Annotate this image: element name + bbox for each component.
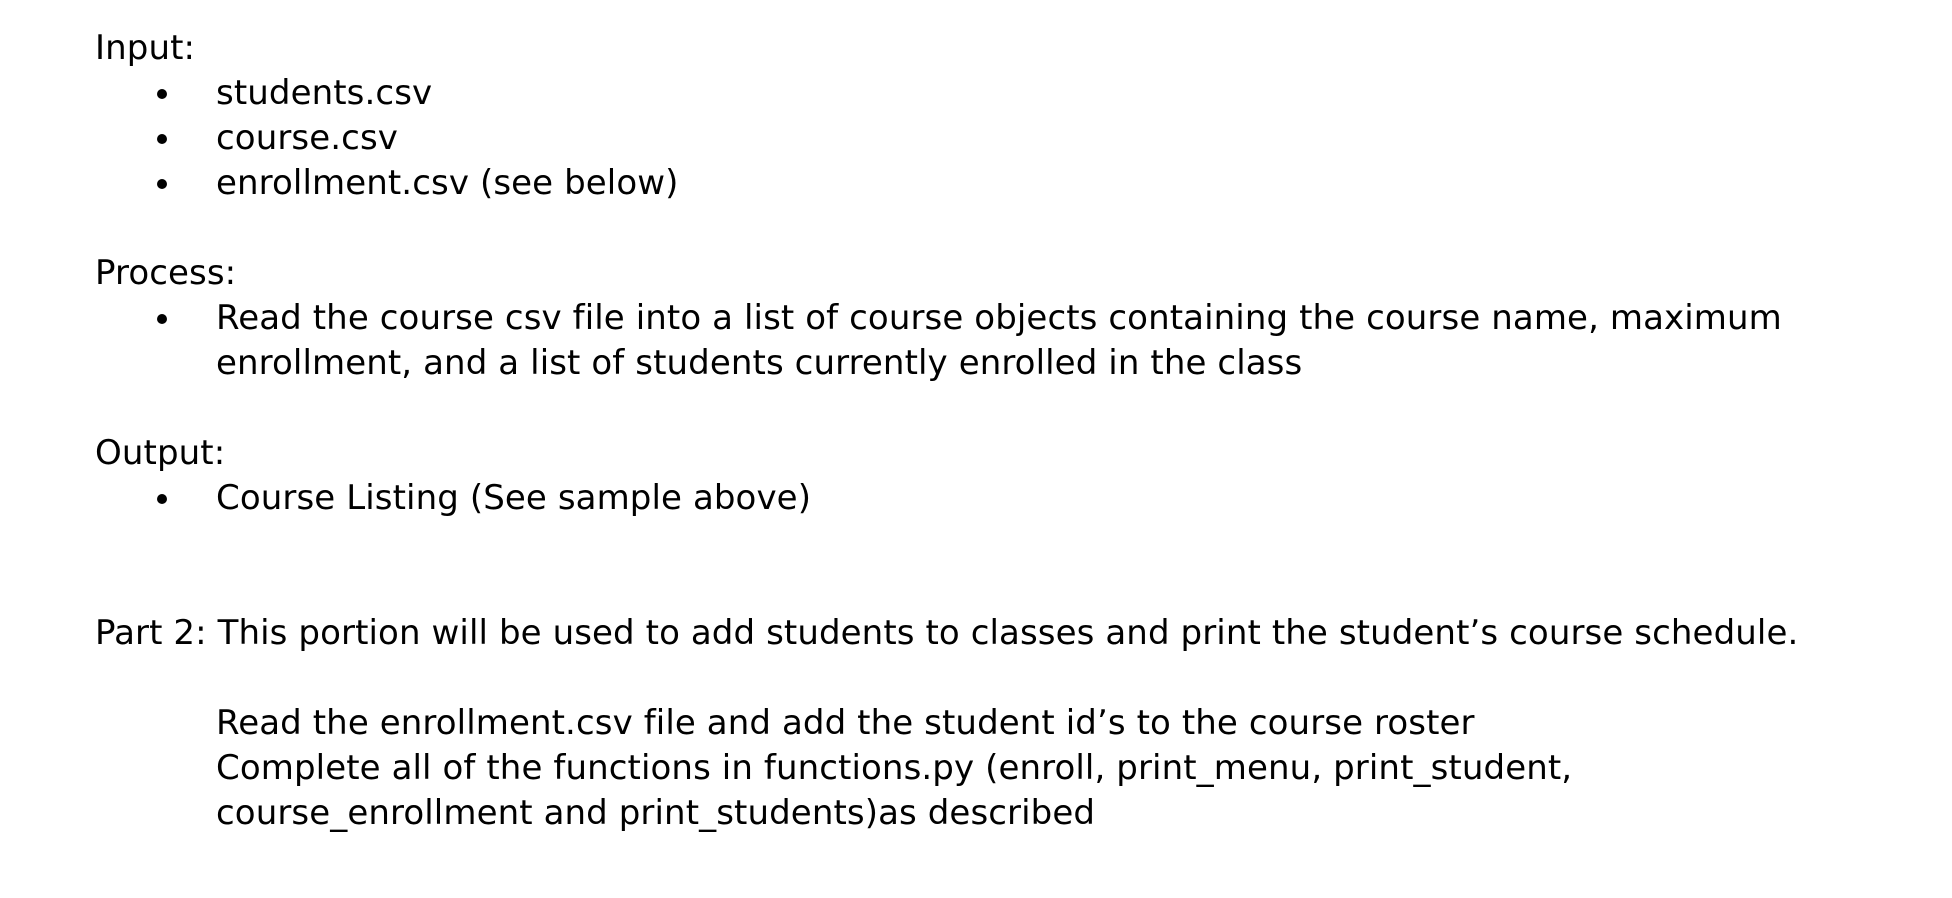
input-item-enrollment: enrollment.csv (see below) [216,163,679,203]
output-heading: Output: [95,433,226,473]
list-item [95,476,1895,521]
list-item [95,116,1895,161]
bullet-icon [157,134,167,144]
process-item-read-course: Read the course csv file into a list of course objects containing the course name, maximum enrollment, and a list of students currently enrolled in the class [216,298,1782,383]
process-heading: Process: [95,253,237,293]
document-body [95,26,1895,836]
part2-instructions [95,701,1895,836]
spacer [95,206,1895,251]
list-item [95,296,1895,386]
bullet-icon [157,314,167,324]
input-item-course: course.csv [216,118,398,158]
spacer [95,656,1895,701]
output-item-course-listing: Course Listing (See sample above) [216,478,812,518]
input-heading: Input: [95,28,196,68]
bullet-icon [157,179,167,189]
part2-line-read-enrollment: Read the enrollment.csv file and add the student id’s to the course roster [216,703,1475,743]
list-item [95,161,1895,206]
bullet-icon [157,494,167,504]
spacer [95,386,1895,431]
process-list [95,296,1895,386]
part2-intro: Part 2: This portion will be used to add students to classes and print the student’s course schedule. [95,613,1799,653]
input-list [95,71,1895,206]
output-list [95,476,1895,521]
spacer [95,521,1895,611]
bullet-icon [157,89,167,99]
input-item-students: students.csv [216,73,433,113]
list-item [95,71,1895,116]
part2-line-complete-functions: Complete all of the functions in functions.py (enroll, print_menu, print_student, course_enrollment and print_students)as described [216,748,1573,833]
